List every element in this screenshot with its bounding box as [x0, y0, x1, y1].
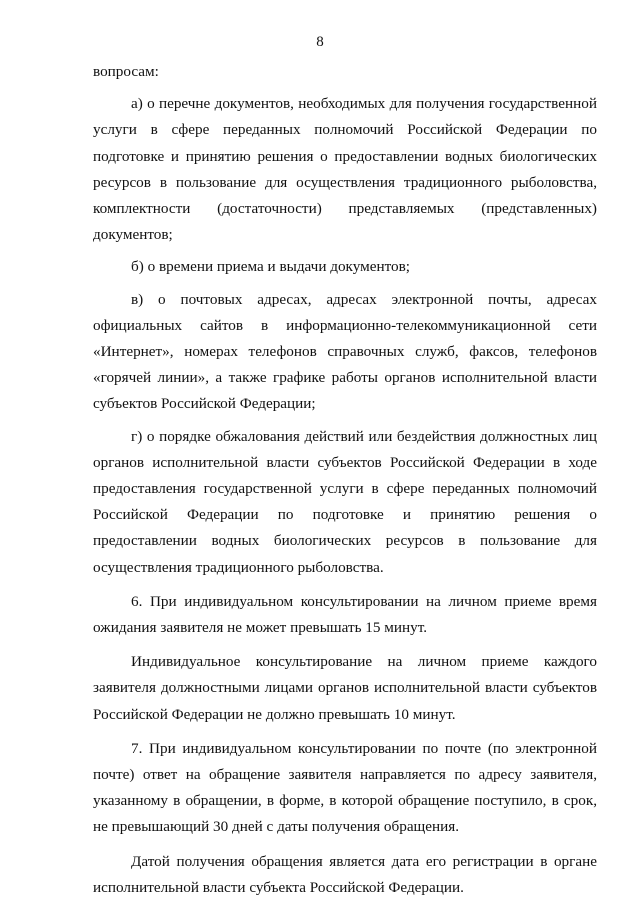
paragraph-item-b: б) о времени приема и выдачи документов; [131, 258, 411, 276]
paragraph-clause-6-individual: Индивидуальное консультирование на личном приеме каждого заявителя должностными лицами органов исполнительной власти субъектов Российской Федерации не должно превышать 10 минут. [93, 653, 597, 723]
paragraph-clause-7-date: Датой получения обращения является дата его регистрации в органе исполнительной власти субъекта Российской Федерации. [93, 852, 597, 896]
paragraph-clause-7: 7. При индивидуальном консультировании по почте (по электронной почте) ответ на обращение заявителя направляется по адресу заявителя, указанному в обращении, в форме, в которой обращение поступило, в срок, не превышающий 30 дней с даты получения обращения. [93, 739, 597, 836]
paragraph-item-g: г) о порядке обжалования действий или бездействия должностных лиц органов исполнительной власти субъектов Российской Федерации в ходе предоставления государственной услуги в сфере переданных полномочий Российской Федерации по подготовке и принятию решения о предоставлении водных биологических ресурсов в пользование для осуществления традиционного рыболовства. [93, 427, 597, 576]
document-body [93, 59, 597, 901]
paragraph-continuation: вопросам: [93, 63, 159, 80]
page-number: 8 [316, 34, 324, 50]
paragraph-clause-6: 6. При индивидуальном консультировании на личном приеме время ожидания заявителя не может превышать 15 минут. [93, 592, 597, 637]
paragraph-item-v: в) о почтовых адресах, адресах электронной почты, адресах официальных сайтов в информационно-телекоммуникационной сети «Интернет», номерах телефонов справочных служб, факсов, телефонов «горячей линии», а также графике работы органов исполнительной власти субъектов Российской Федерации; [93, 290, 597, 413]
paragraph-item-a: а) о перечне документов, необходимых для получения государственной услуги в сфере переданных полномочий Российской Федерации по подготовке и принятию решения о предоставлении водных биологических ресурсов в пользование для осуществления традиционного рыболовства, комплектности (достаточности) представляемых (представленных) документов; [93, 95, 597, 244]
